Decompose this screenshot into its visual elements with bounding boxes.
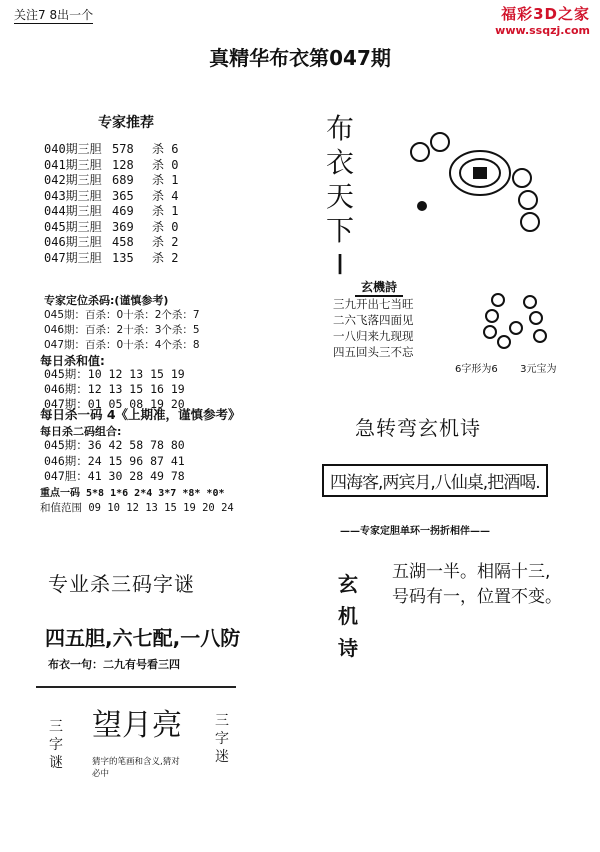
list-item: 一八归来九现现 (333, 329, 414, 343)
list-item: 三九开出七当旺 (333, 297, 414, 311)
list-item: 045期三胆 369 杀 0 (44, 219, 179, 234)
two-combo-list (44, 438, 185, 485)
list-item: 047胆：41 30 28 49 78 (44, 469, 185, 483)
list-item: 047期：百杀：0十杀：4个杀：8 (44, 339, 200, 351)
list-item: 046期三胆 458 杀 2 (44, 235, 179, 249)
list-item: 046期：12 13 15 16 19 (44, 382, 185, 396)
daily-kill-one-title: 每日杀一码 4《上期准，谨慎参考》 (40, 407, 241, 422)
side-label-right: 三字迷 (215, 713, 229, 765)
side-label-left: 三字谜 (49, 719, 63, 771)
kill3-title: 专业杀三码字谜 (48, 572, 195, 596)
xuanji-title: 玄機詩 (355, 278, 403, 297)
brand-watermark (495, 3, 590, 37)
list-item: 五湖一半。相隔十三, (392, 562, 551, 582)
kill3-riddle: 四五胆,六七配,一八防 (45, 626, 241, 650)
top-left-note: 关注7 8出一个 (14, 8, 94, 22)
brand-url: www.ssqzj.com (495, 24, 590, 37)
ingot-drawing (478, 290, 558, 356)
expert-recommend-list (44, 142, 178, 266)
list-item: 047期：01 05 08 19 20 (44, 397, 185, 411)
list-item: 042期三胆 689 杀 1 (44, 173, 179, 187)
sum-kill-title: 每日杀和值: (40, 354, 105, 368)
riddle-hint: 猜字的笔画和含义,猜对必中 (92, 757, 180, 779)
picture-caption (455, 360, 556, 375)
list-item: 045期：36 42 58 78 80 (44, 438, 185, 452)
position-kill-list (44, 308, 200, 353)
list-item: 046期：百杀：2十杀：3个杀：5 (44, 324, 200, 336)
divider (36, 686, 236, 688)
list-item: 号码有一，位置不变。 (392, 587, 562, 607)
moon-riddle: 望月亮 (92, 708, 182, 743)
list-item: 045期：百杀：0十杀：2个杀：7 (44, 309, 200, 321)
page-title: 真精华布衣第047期 (209, 46, 391, 70)
buyi-one-line: 布衣一句：二九有号看三四 (48, 658, 180, 671)
list-item: 043期三胆 365 杀 4 (44, 188, 179, 203)
two-combo-title: 每日杀二码组合: (40, 425, 122, 438)
brand-name: 福彩3D之家 (501, 5, 590, 23)
list-item: 044期三胆 469 杀 1 (44, 204, 179, 218)
list-item: 二六飞落四面见 (333, 313, 414, 327)
sihai-riddle: 四海客,两宾月,八仙桌,把酒喝. (322, 464, 548, 497)
list-item: 046期：24 15 96 87 41 (44, 453, 185, 468)
buyi-vertical-title: 布衣天下I (325, 112, 354, 281)
list-item: 四五回头三不忘 (333, 345, 414, 359)
position-kill-title: 专家定位杀码:(谨慎参考) (44, 294, 169, 307)
expert-dan-line: ——专家定胆单环一拐折相伴—— (340, 526, 490, 537)
list-item: 045期：10 12 13 15 19 (44, 367, 185, 381)
list-item: 040期三胆 578 杀 6 (44, 142, 179, 156)
list-item: 041期三胆 128 杀 0 (44, 157, 179, 172)
xuan-vertical-title: 玄机诗 (338, 572, 358, 660)
poem (392, 560, 562, 610)
caption-six: 6字形为6 (455, 364, 498, 375)
list-item: 047期三胆 135 杀 2 (44, 250, 179, 265)
coin-drawing (400, 128, 560, 238)
jizhuan-title: 急转弯玄机诗 (355, 416, 481, 440)
sum-range: 和值范围 09 10 12 13 15 19 20 24 (40, 502, 234, 514)
caption-ingot: 3元宝为 (520, 364, 557, 375)
xuanji-lines (333, 296, 414, 360)
focus-one-code: 重点一码 5*8 1*6 2*4 3*7 *8* *0* (40, 488, 225, 499)
expert-recommend-title: 专家推荐 (98, 115, 154, 131)
